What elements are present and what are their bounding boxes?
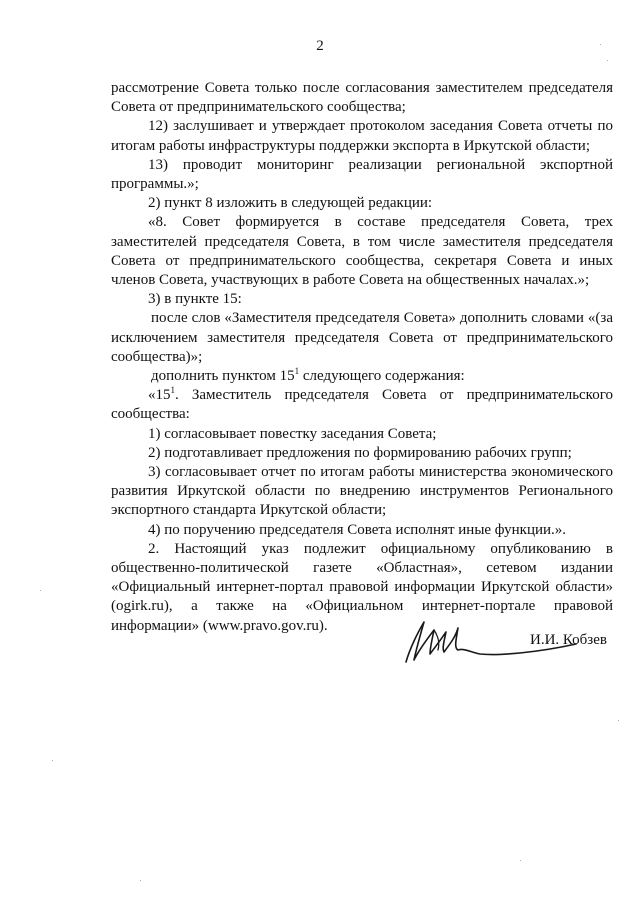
paragraph-point-3: 3) в пункте 15: [148,291,242,308]
scan-speck [600,44,601,45]
superscript-mark: 1 [170,385,175,396]
page-number: 2 [316,38,324,54]
signature-block [400,618,620,668]
paragraph-continuation: рассмотрение Совета только после согласования заместителем председателя Совета от предпринимательского сообщества; [111,80,613,116]
paragraph-add-words: после слов «Заместителя председателя Совета» дополнить словами «(за исключением заместителя председателя Совета от предпринимательского сообщества)»; [111,310,613,365]
paragraph-publication: 2. Настоящий указ подлежит официальному опубликованию в общественно-политической газете «Областная», сетевом издании «Официальный интернет-портал правовой информации Иркутской области» (ogirk.ru), а также на «Официальном интернет-портале правовой информации» (www.pravo.gov.ru). [111,540,613,634]
paragraph-item-13: 13) проводит мониторинг реализации региональной экспортной программы.»; [111,156,613,193]
paragraph-sub-4: 4) по поручению председателя Совета исполнят иные функции.». [148,521,567,538]
scan-speck [140,880,141,881]
scan-speck [520,860,521,861]
paragraph-item-12: 12) заслушивает и утверждает протоколом заседания Совета отчеты по итогам работы инфраструктуры поддержки экспорта в Иркутской области; [111,118,613,154]
superscript-mark: 1 [294,366,300,377]
paragraph-clause-8: «8. Совет формируется в составе председателя Совета, трех заместителей председателя Совета, в том числе заместителя председателя Совета от предпринимательского сообщества, секретаря Совета и иных членов Совета, участвующих в работе Совета на общественных началах.»; [111,214,613,289]
signer-name: И.И. Кобзев [530,632,607,648]
paragraph-add-clause [111,367,613,386]
clause-15-1-number: «15 [148,387,171,404]
scan-speck [618,720,619,721]
paragraph-clause-15-1 [111,386,613,424]
paragraph-sub-2: 2) подготавливает предложения по формированию рабочих групп; [148,444,572,461]
scan-speck [52,760,53,761]
paragraph-sub-3: 3) согласовывает отчет по итогам работы министерства экономического развития Иркутской области по внедрению инструментов Регионального экспортного стандарта Иркутской области; [111,464,613,519]
scan-speck [607,60,608,61]
scan-speck [40,590,41,591]
paragraph-add-clause-tail: следующего содержания: [299,368,465,385]
paragraph-point-2: 2) пункт 8 изложить в следующей редакции: [148,195,433,212]
paragraph-add-clause-text: дополнить пунктом 15 [151,368,295,385]
document-body [111,79,613,636]
paragraph-sub-1: 1) согласовывает повестку заседания Совета; [148,425,437,442]
clause-15-1-text: . Заместитель председателя Совета от предпринимательского сообщества: [111,387,613,423]
